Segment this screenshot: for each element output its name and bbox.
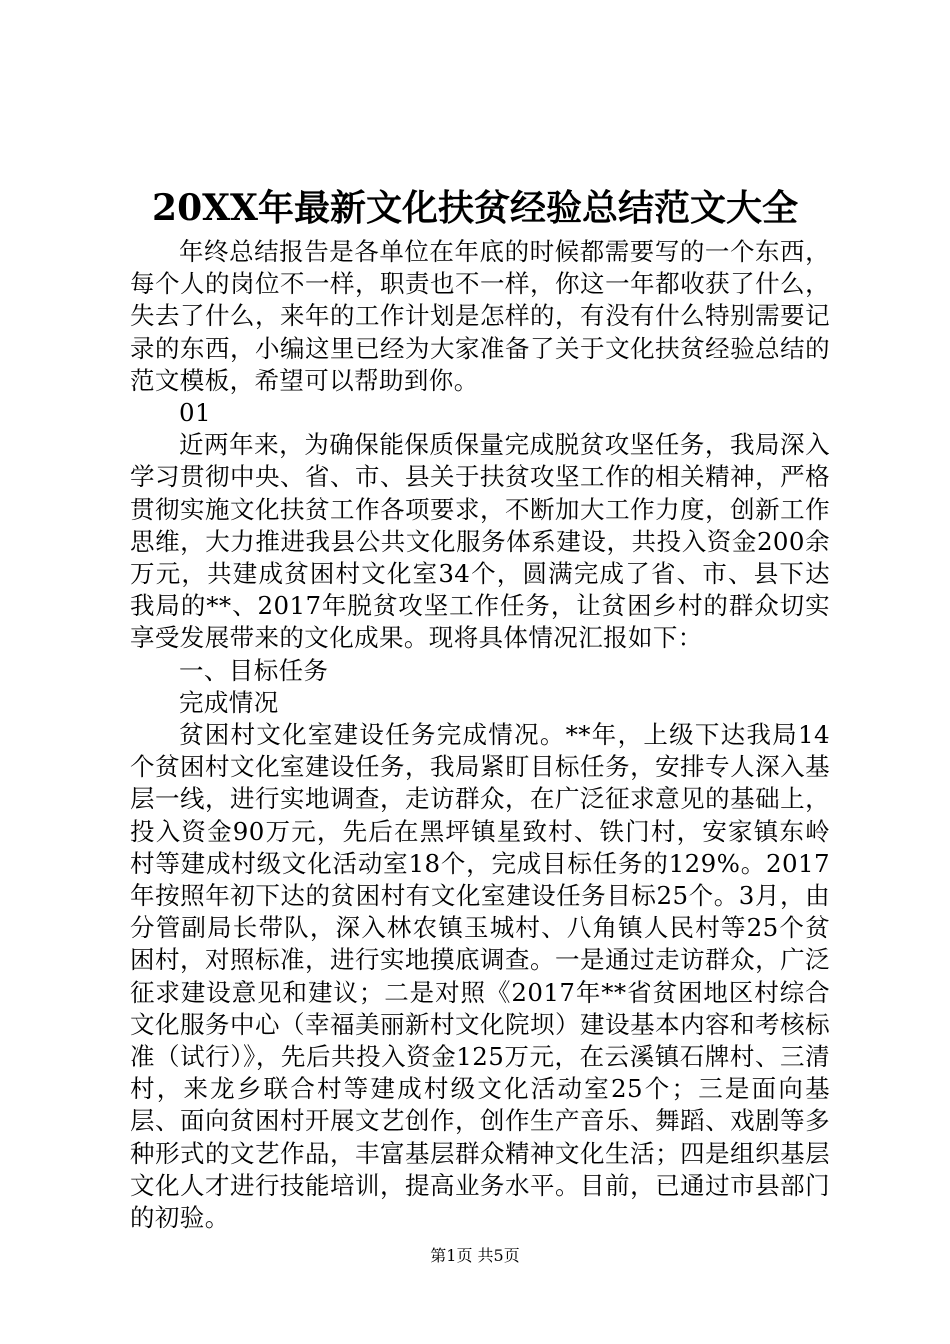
subsection-heading: 完成情况 bbox=[179, 687, 279, 717]
page-footer: 第1页 共5页 bbox=[430, 1246, 520, 1265]
document-title: 20XX年最新文化扶贫经验总结范文大全 bbox=[152, 187, 798, 229]
intro-paragraph: 年终总结报告是各单位在年底的时候都需要写的一个东西，每个人的岗位不一样，职责也不一样，你这一年都收获了什么，失去了什么，来年的工作计划是怎样的，有没有什么特别需要记录的东西，小编这里已经为大家准备了关于文化扶贫经验总结的范文模板，希望可以帮助到你。 bbox=[130, 237, 830, 395]
section-heading: 一、目标任务 bbox=[179, 655, 329, 685]
details-paragraph: 贫困村文化室建设任务完成情况。**年，上级下达我局14个贫困村文化室建设任务，我局紧盯目标任务，安排专人深入基层一线，进行实地调查，走访群众，在广泛征求意见的基础上，投入资金90万元，先后在黑坪镇星致村、铁门村，安家镇东岭村等建成村级文化活动室18个，完成目标任务的129%。2017年按照年初下达的贫困村有文化室建设任务目标25个。3月，由分管副局长带队，深入林农镇玉城村、八角镇人民村等25个贫困村，对照标准，进行实地摸底调查。一是通过走访群众，广泛征求建设意见和建议；二是对照《2017年**省贫困地区村综合文化服务中心（幸福美丽新村文化院坝）建设基本内容和考核标准（试行）》，先后共投入资金125万元，在云溪镇石牌村、三清村，来龙乡联合村等建成村级文化活动室25个；三是面向基层、面向贫困村开展文艺创作，创作生产音乐、舞蹈、戏剧等多种形式的文艺作品，丰富基层群众精神文化生活；四是组织基层文化人才进行技能培训，提高业务水平。目前，已通过市县部门的初验。 bbox=[130, 720, 830, 1233]
section-number: 01 bbox=[179, 398, 211, 428]
overview-paragraph: 近两年来，为确保能保质保量完成脱贫攻坚任务，我局深入学习贯彻中央、省、市、县关于扶贫攻坚工作的相关精神，严格贯彻实施文化扶贫工作各项要求，不断加大工作力度，创新工作思维，大力推进我县公共文化服务体系建设，共投入资金200余万元，共建成贫困村文化室34个，圆满完成了省、市、县下达我局的**、2017年脱贫攻坚工作任务，让贫困乡村的群众切实享受发展带来的文化成果。现将具体情况汇报如下： bbox=[130, 430, 830, 653]
document-body bbox=[130, 236, 830, 1234]
